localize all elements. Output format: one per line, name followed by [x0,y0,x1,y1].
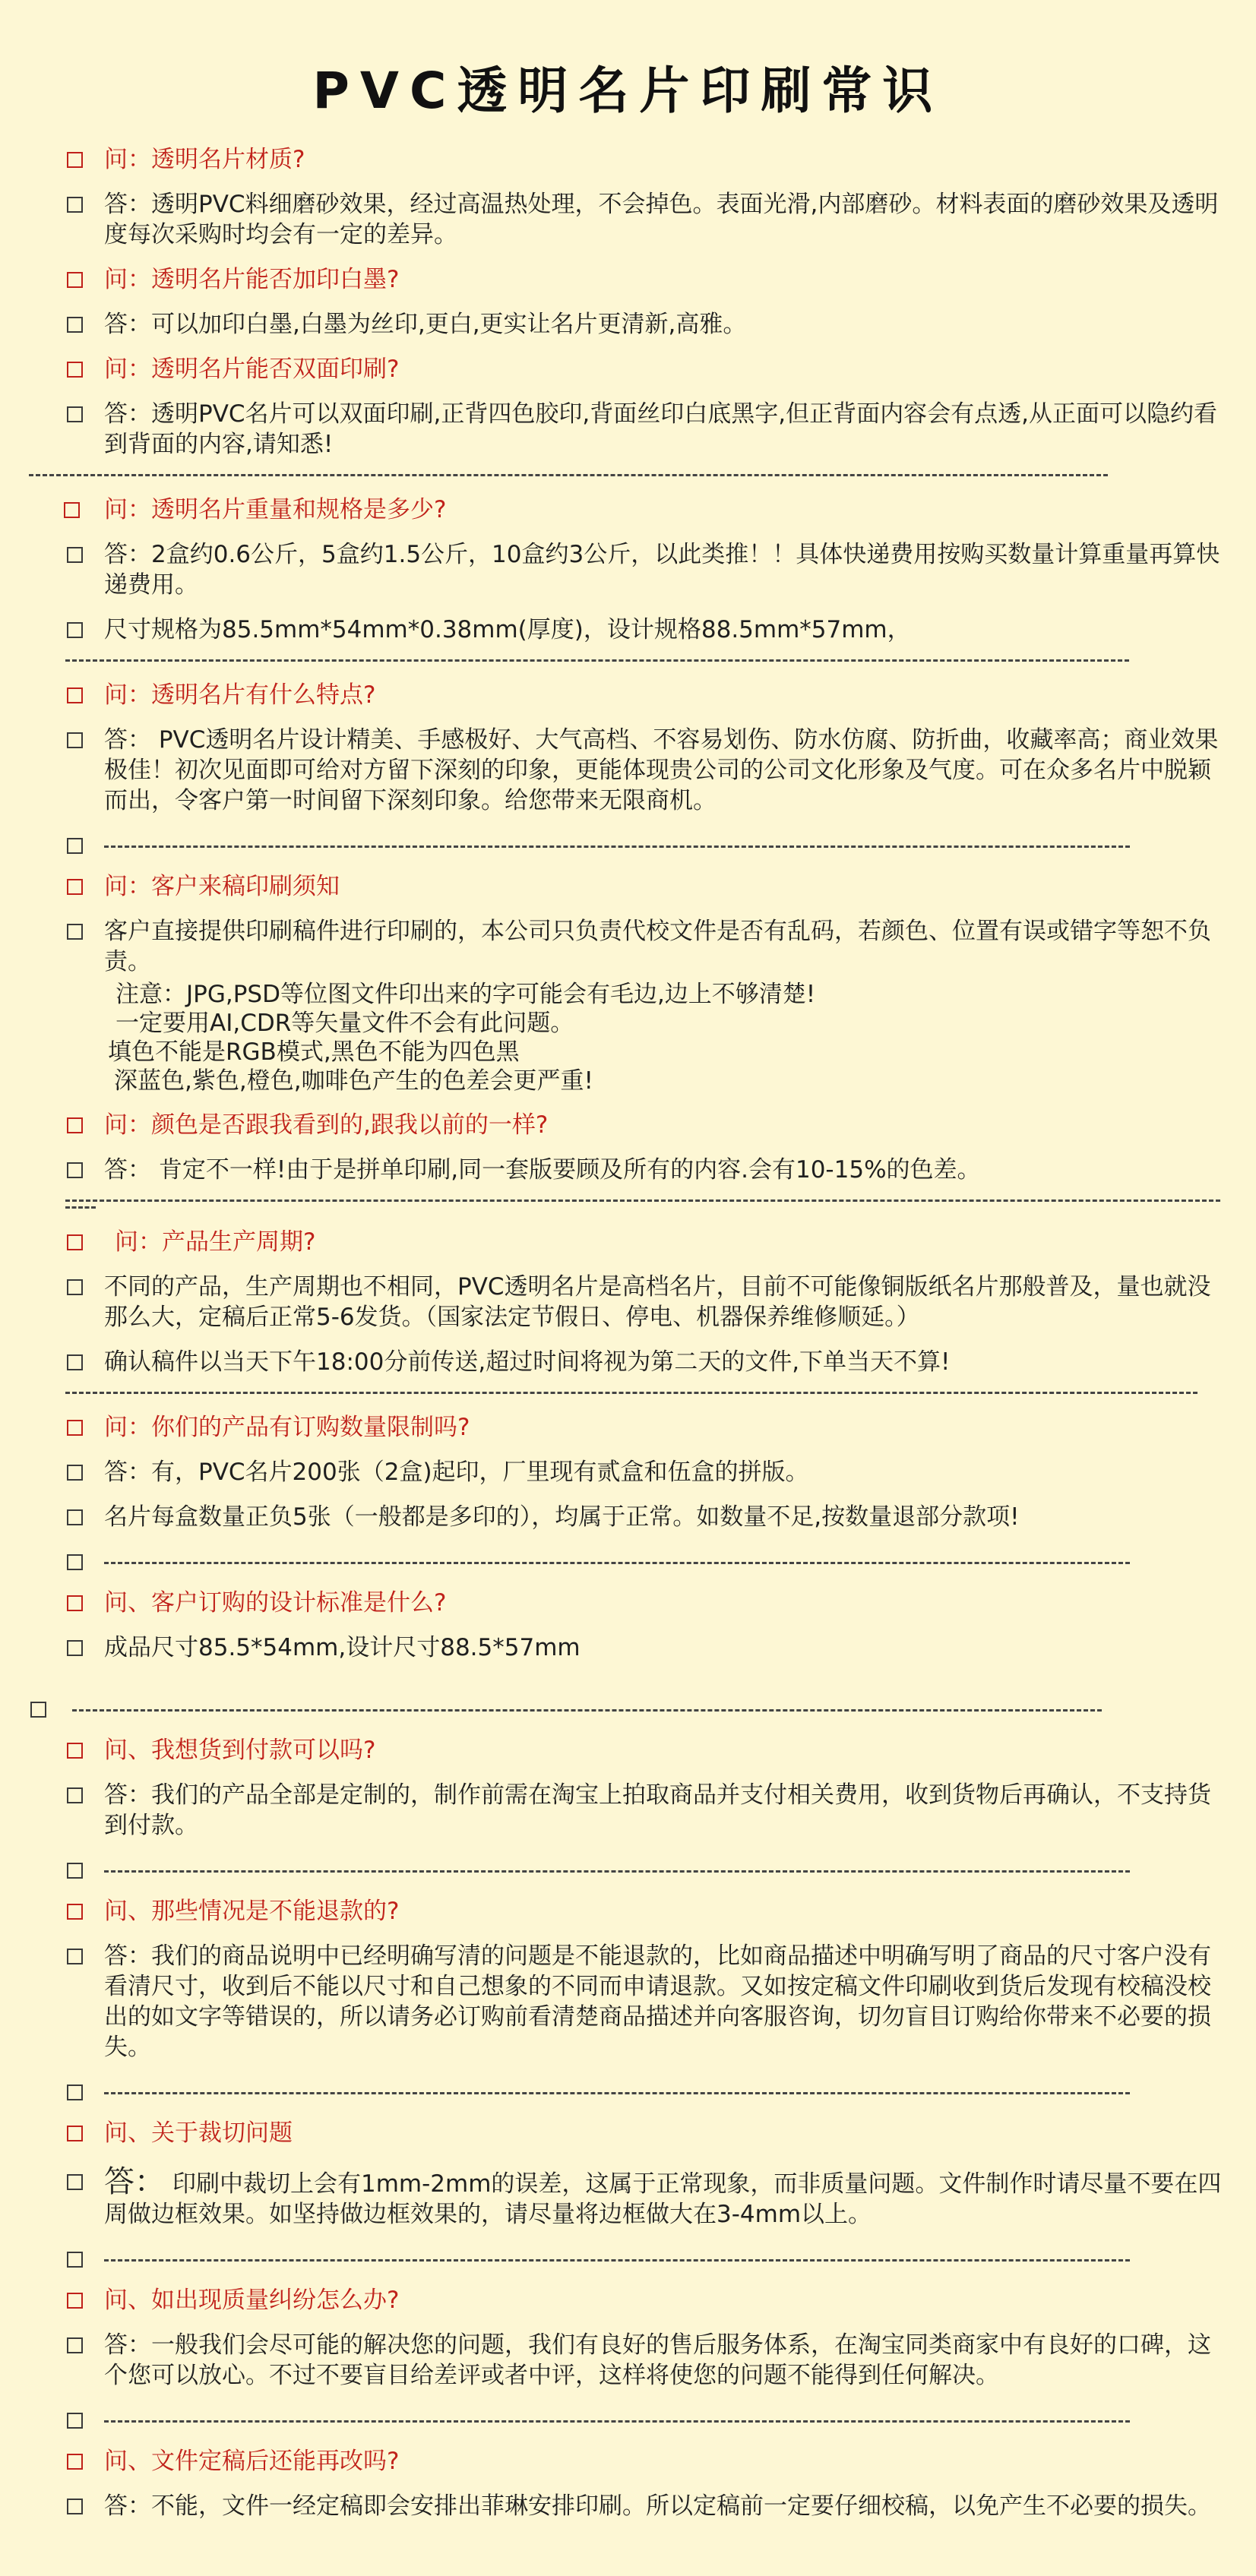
dashed-line [104,2092,1130,2094]
answer-cash-on-delivery [0,1780,1256,1841]
dashed-divider-row [0,2077,1256,2107]
checkbox-icon [67,2126,83,2141]
checkbox-icon [67,2293,83,2309]
checkbox-icon [67,2174,83,2190]
dashed-divider-row [0,1855,1256,1885]
checkbox-icon [67,1509,83,1525]
checkbox-icon [67,2337,83,2353]
answer-color [0,1155,1256,1185]
question-text: 问、客户订购的设计标准是什么? [104,1589,447,1617]
checkbox-icon [67,1904,83,1920]
answer-no-refund [0,1941,1256,2062]
dashed-line [104,2259,1130,2262]
dashed-line [104,1870,1130,1873]
answer-text: 尺寸规格为85.5mm*54mm*0.38mm(厚度)，设计规格88.5mm*57mm， [104,616,911,643]
answer-file-change [0,2491,1256,2521]
checkbox-icon [67,687,83,703]
question-features [0,680,1256,710]
dashed-line [104,845,1130,848]
answer-design-standard [0,1633,1256,1663]
question-text: 问、我想货到付款可以吗? [104,1737,376,1764]
answer-quality-dispute [0,2330,1256,2391]
dashed-divider [65,659,1129,662]
question-quality-dispute [0,2285,1256,2315]
dashed-divider-row [0,830,1256,861]
checkbox-icon [67,2413,83,2429]
checkbox-icon [67,2454,83,2470]
dashed-line [72,1709,1102,1712]
answer-deadline [0,1347,1256,1377]
question-material [0,144,1256,175]
answer-text: 答：我们的产品全部是定制的，制作前需在淘宝上拍取商品并支付相关费用，收到货物后再确认，不支持货到付款。 [104,1781,1211,1839]
answer-text: 答：透明PVC名片可以双面印刷,正背四色胶印,背面丝印白底黑字,但正背面内容会有点透,从正面可以隐约看到背面的内容,请知悉! [104,400,1217,458]
checkbox-icon [30,1702,46,1718]
answer-weight [0,539,1256,600]
checkbox-icon [67,2499,83,2514]
answer-text: 答：我们的商品说明中已经明确写清的问题是不能退款的，比如商品描述中明确写明了商品的尺寸客户没有看清尺寸，收到后不能以尺寸和自己想象的不同而申请退款。又如按定稿文件印刷收到货后发现有校稿没校出的如文字等错误的，所以请务必订购前看清楚商品描述并向客服咨询，切勿盲目订购给你带来不必要的损失。 [104,1942,1211,2061]
question-double-side [0,354,1256,384]
dashed-line [104,1562,1130,1564]
checkbox-icon [67,924,83,940]
note-line: 深蓝色,紫色,橙色,咖啡色产生的色差会更严重! [114,1067,593,1095]
checkbox-icon [67,2252,83,2268]
answer-text: 确认稿件以当天下午18:00分前传送,超过时间将视为第二天的文件,下单当天不算! [104,1348,951,1376]
dashed-divider [65,1392,1197,1394]
checkbox-icon [67,1743,83,1759]
answer-text: 答： PVC透明名片设计精美、手感极好、大气高档、不容易划伤、防水仿腐、防折曲，收藏率高；商业效果极佳！初次见面即可给对方留下深刻的印象，更能体现贵公司的公司文化形象及气度。可在众多名片中脱颖而出，令客户第一时间留下深刻印象。给您带来无限商机。 [104,726,1219,814]
question-no-refund [0,1896,1256,1926]
checkbox-icon [67,1554,83,1570]
checkbox-icon [67,1640,83,1656]
answer-text: 答：有，PVC名片200张（2盒)起印，厂里现有贰盒和伍盒的拼版。 [104,1459,809,1486]
answer-text: 成品尺寸85.5*54mm,设计尺寸88.5*57mm [104,1634,581,1661]
checkbox-icon [67,1234,83,1250]
question-color [0,1110,1256,1140]
question-text: 问：颜色是否跟我看到的,跟我以前的一样? [104,1111,549,1139]
checkbox-icon [67,1162,83,1178]
answer-features [0,725,1256,816]
dashed-line [104,2420,1130,2423]
checkbox-icon [67,838,83,854]
question-text: 问：透明名片有什么特点? [104,681,376,709]
checkbox-icon [67,732,83,748]
answer-text: 印刷中裁切上会有1mm-2mm的误差，这属于正常现象，而非质量问题。文件制作时请尽量不要在四周做边框效果。如坚持做边框效果的，请尽量将边框做大在3-4mm以上。 [104,2170,1222,2228]
checkbox-icon [67,2085,83,2100]
dashed-divider [65,1206,96,1209]
note-line: 填色不能是RGB模式,黑色不能为四色黑 [108,1038,520,1066]
question-text: 问：透明名片重量和规格是多少? [104,496,447,523]
question-design-standard [0,1588,1256,1618]
checkbox-icon [67,1949,83,1964]
question-cutting [0,2118,1256,2148]
answer-white-ink [0,309,1256,340]
checkbox-icon [67,1465,83,1481]
answer-text: 客户直接提供印刷稿件进行印刷的，本公司只负责代校文件是否有乱码，若颜色、位置有误或错字等恕不负责。 [104,918,1211,975]
question-weight-size [0,495,1256,525]
question-text: 问、如出现质量纠纷怎么办? [104,2287,400,2314]
dashed-divider-row [0,2405,1256,2435]
faq-content [0,144,1256,2536]
spacer [0,1677,1256,1694]
checkbox-icon [67,1595,83,1611]
answer-production-cycle [0,1272,1256,1332]
answer-cutting [0,2164,1256,2230]
question-text: 问：你们的产品有订购数量限制吗? [104,1414,470,1441]
checkbox-icon [67,406,83,422]
question-text: 问、那些情况是不能退款的? [104,1898,400,1925]
question-production-cycle [0,1227,1256,1257]
answer-text: 名片每盒数量正负5张（一般都是多印的），均属于正常。如数量不足,按数量退部分款项! [104,1503,1020,1531]
question-text: 问：客户来稿印刷须知 [104,873,340,900]
checkbox-icon [67,1117,83,1133]
checkbox-icon [64,502,80,518]
checkbox-icon [67,1420,83,1436]
checkbox-icon [67,879,83,895]
note-line: 注意：JPG,PSD等位图文件印出来的字可能会有毛边,边上不够清楚! [115,981,816,1008]
answer-text: 不同的产品，生产周期也不相同，PVC透明名片是高档名片，目前不可能像铜版纸名片那般普及，量也就没那么大，定稿后正常5-6发货。（国家法定节假日、停电、机器保养维修顺延。） [104,1273,1211,1331]
dashed-divider-row [0,2244,1256,2274]
question-text: 问：透明名片材质? [104,146,305,173]
dashed-divider [29,474,1108,476]
question-order-quantity [0,1412,1256,1443]
answer-text: 答：一般我们会尽可能的解决您的问题，我们有良好的售后服务体系，在淘宝同类商家中有良好的口碑，这个您可以放心。不过不要盲目给差评或者中评，这样将使您的问题不能得到任何解决。 [104,2331,1211,2389]
question-text: 问、文件定稿后还能再改吗? [104,2448,400,2475]
dashed-divider [65,1199,1220,1202]
answer-text: 答：不能，文件一经定稿即会安排出菲琳安排印刷。所以定稿前一定要仔细校稿，以免产生不必要的损失。 [104,2492,1211,2520]
dashed-divider-row [0,1694,1256,1724]
answer-customer-files [0,916,1256,977]
answer-text: 答：可以加印白墨,白墨为丝印,更白,更实让名片更清新,高雅。 [104,311,747,338]
question-text: 问：产品生产周期? [115,1228,316,1256]
checkbox-icon [67,197,83,213]
question-text: 问、关于裁切问题 [104,2119,293,2147]
checkbox-icon [67,547,83,563]
page-title: PVC透明名片印刷常识 [312,62,944,120]
answer-minimum-order [0,1457,1256,1487]
checkbox-icon [67,1863,83,1879]
answer-size [0,615,1256,645]
question-file-change [0,2446,1256,2476]
answer-text: 答：2盒约0.6公斤，5盒约1.5公斤，10盒约3公斤，以此类推！！具体快递费用按购买数量计算重量再算快递费用。 [104,541,1220,599]
checkbox-icon [67,362,83,378]
note-line: 一定要用AI,CDR等矢量文件不会有此问题。 [115,1010,574,1037]
question-text: 问：透明名片能否双面印刷? [104,356,400,383]
answer-material [0,189,1256,250]
checkbox-icon [67,152,83,168]
answer-label: 答： [104,2164,165,2199]
checkbox-icon [67,622,83,638]
checkbox-icon [67,1279,83,1295]
checkbox-icon [67,272,83,288]
question-customer-files [0,871,1256,902]
answer-text: 答： 肯定不一样!由于是拼单印刷,同一套版要顾及所有的内容.会有10-15%的色差。 [104,1156,981,1184]
question-white-ink [0,264,1256,295]
answer-double-side [0,399,1256,460]
answer-text: 答：透明PVC料细磨砂效果，经过高温热处理，不会掉色。表面光滑,内部磨砂。材料表面的磨砂效果及透明度每次采购时均会有一定的差异。 [104,191,1219,248]
question-text: 问：透明名片能否加印白墨? [104,266,400,293]
checkbox-icon [67,1354,83,1370]
checkbox-icon [67,1787,83,1803]
answer-quantity-tolerance [0,1502,1256,1532]
checkbox-icon [67,317,83,333]
question-cash-on-delivery [0,1735,1256,1765]
dashed-divider-row [0,1547,1256,1577]
